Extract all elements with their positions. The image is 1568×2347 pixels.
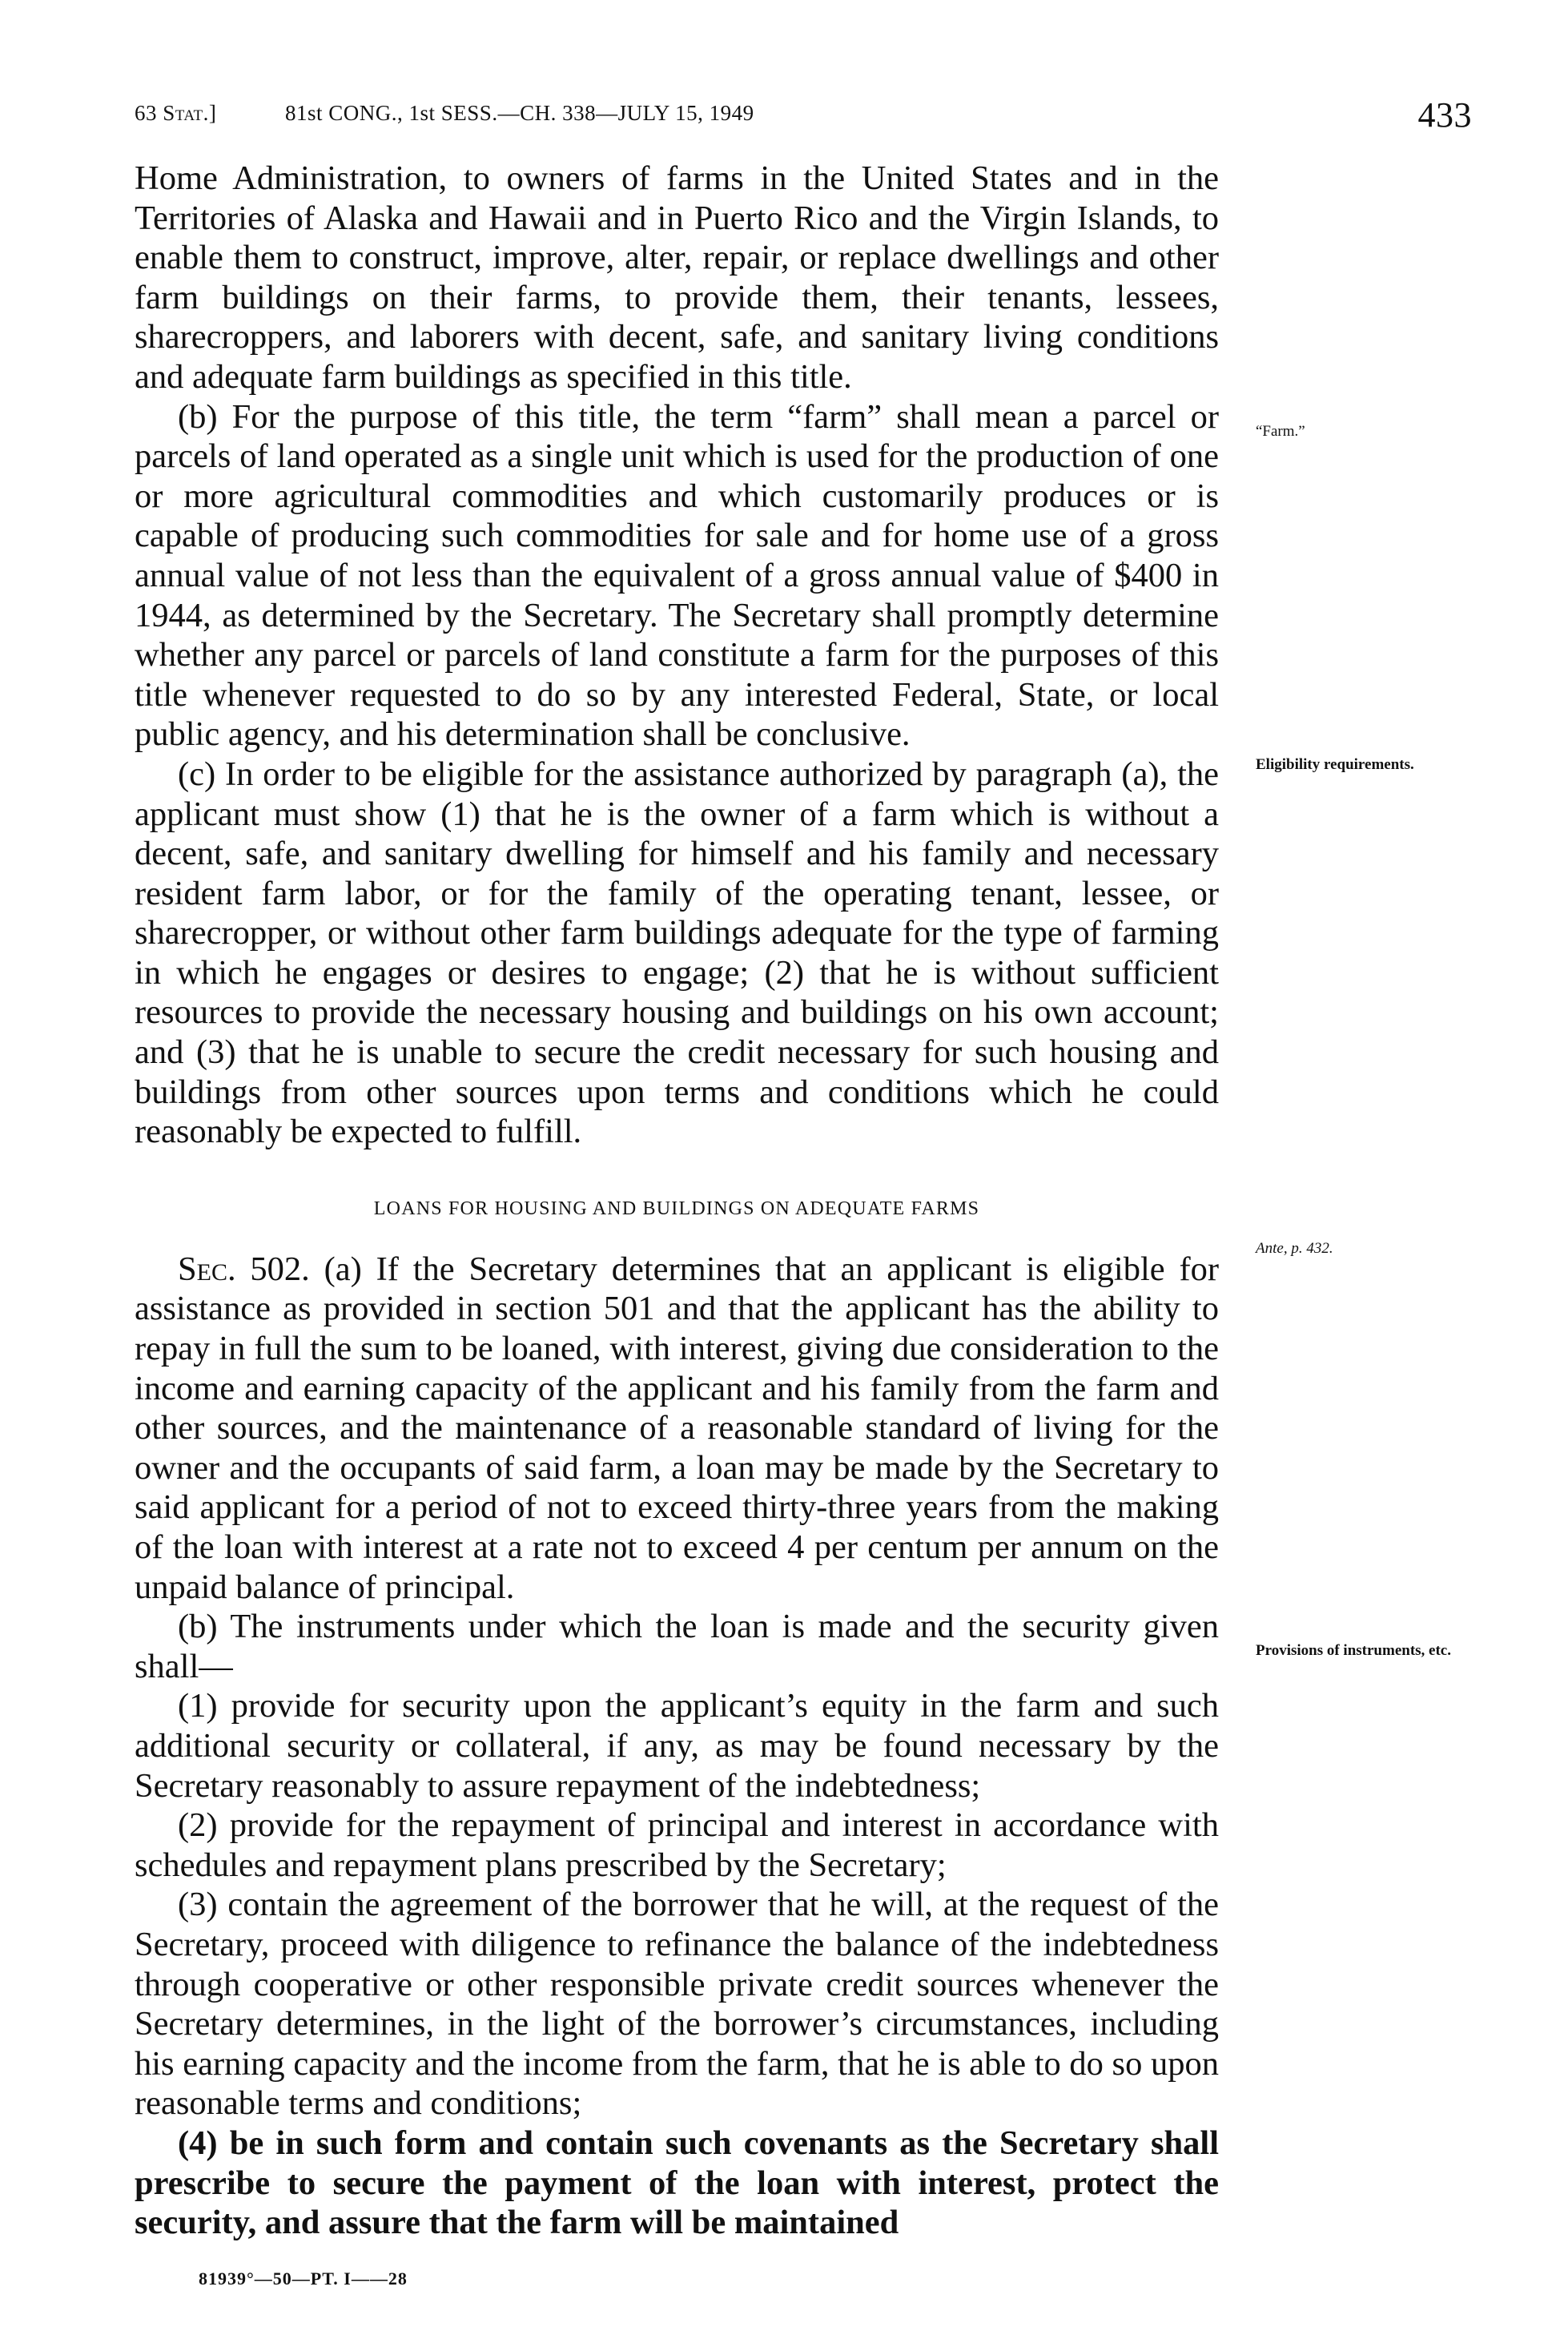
section-502-a-text: (a) If the Secretary determines that an applicant is eligible for assistance as provided in section 501 and that the applicant has the ability to repay in full the sum to be loaned, with interest, giving due consideration to the income and earning capacity of the applicant and his family from the farm and other sources, and the maintenance of a reasonable standard of living for the owner and the occupants of said farm, a loan may be made by the Secretary to said applicant for a period of not to exceed thirty-three years from the making of the loan with interest at a rate not to exceed 4 per centum per annum on the unpaid balance of principal. (135, 1250, 1219, 1606)
list-item-1: (1) provide for security upon the applicant’s equity in the farm and such additional security or collateral, if any, as may be found necessary by the Secretary reasonably to assure repayment of the indebtedness; (135, 1687, 1219, 1805)
section-heading: LOANS FOR HOUSING AND BUILDINGS ON ADEQUATE FARMS (373, 1198, 980, 1219)
section-502-b: (b) The instruments under which the loan is made and the security given shall— (135, 1608, 1219, 1685)
page-number: 433 (1417, 95, 1472, 135)
paragraph-c-eligibility: (c) In order to be eligible for the assistance authorized by paragraph (a), the applicant must show (1) that he is the owner of a farm which is without a decent, safe, and sanitary dwelling for himself and his family and necessary resident farm labor, or for the family of the operating tenant, lessee, or sharecropper, or without other farm buildings adequate for the type of farming in which he engages or desires to engage; (2) that he is without sufficient resources to provide the necessary housing and buildings on his own account; and (3) that he is unable to secure the credit necessary for such housing and buildings from other sources upon terms and conditions which he could reasonably be expected to fulfill. (135, 755, 1219, 1151)
section-label: Sec. 502. (178, 1250, 310, 1288)
margin-note-eligibility: Eligibility requirements. (1256, 756, 1414, 773)
main-text-column (135, 159, 1219, 2243)
printer-signature-footer: 81939°—50—PT. I——28 (199, 2268, 408, 2289)
paragraph-intro-continued: Home Administration, to owners of farms in the United States and in the Territories of Alaska and Hawaii and in Puerto Rico and the Virgin Islands, to enable them to construct, improve, alter, repair, or replace dwellings and other farm buildings on their farms, to provide them, their tenants, lessees, sharecroppers, and laborers with decent, safe, and sanitary living conditions and adequate farm buildings as specified in this title. (135, 159, 1219, 396)
list-item-3: (3) contain the agreement of the borrower that he will, at the request of the Secretary, proceed with diligence to refinance the balance of the indebtedness through cooperative or other responsible private credit sources whenever the Secretary determines, in the light of the borrower’s circumstances, including his earning capacity and the income from the farm, that he is able to do so upon reasonable terms and conditions; (135, 1886, 1219, 2123)
section-502-a (135, 1250, 1219, 1607)
margin-note-ante-text: Ante, p. 432. (1256, 1240, 1333, 1257)
list-item-2: (2) provide for the repayment of principal and interest in accordance with schedules and repayment plans prescribed by the Secretary; (135, 1806, 1219, 1884)
session-chapter-date: 81st CONG., 1st SESS.—CH. 338—JULY 15, 1949 (285, 101, 754, 125)
paragraph-b-farm-definition: (b) For the purpose of this title, the term “farm” shall mean a parcel or parcels of land operated as a single unit which is used for the production of one or more agricultural commodities and which customarily produces or is capable of producing such commodities for sale and for home use of a gross annual value of not less than the equivalent of a gross annual value of $400 in 1944, as determined by the Secretary. The Secretary shall promptly determine whether any parcel or parcels of land constitute a farm for the purposes of this title whenever requested to do so by any interested Federal, State, or local public agency, and his determination shall be conclusive. (135, 397, 1219, 754)
statute-volume-label: 63 Stat.] (135, 101, 217, 125)
margin-note-provisions: Provisions of instruments, etc. (1256, 1642, 1451, 1659)
margin-note-farm: “Farm.” (1256, 423, 1305, 440)
running-header (135, 95, 1472, 143)
margin-note-ante (1256, 1240, 1528, 1258)
list-item-4: (4) be in such form and contain such covenants as the Secretary shall prescribe to secure the payment of the loan with interest, protect the security, and assure that the farm will be maintained (135, 2124, 1219, 2242)
